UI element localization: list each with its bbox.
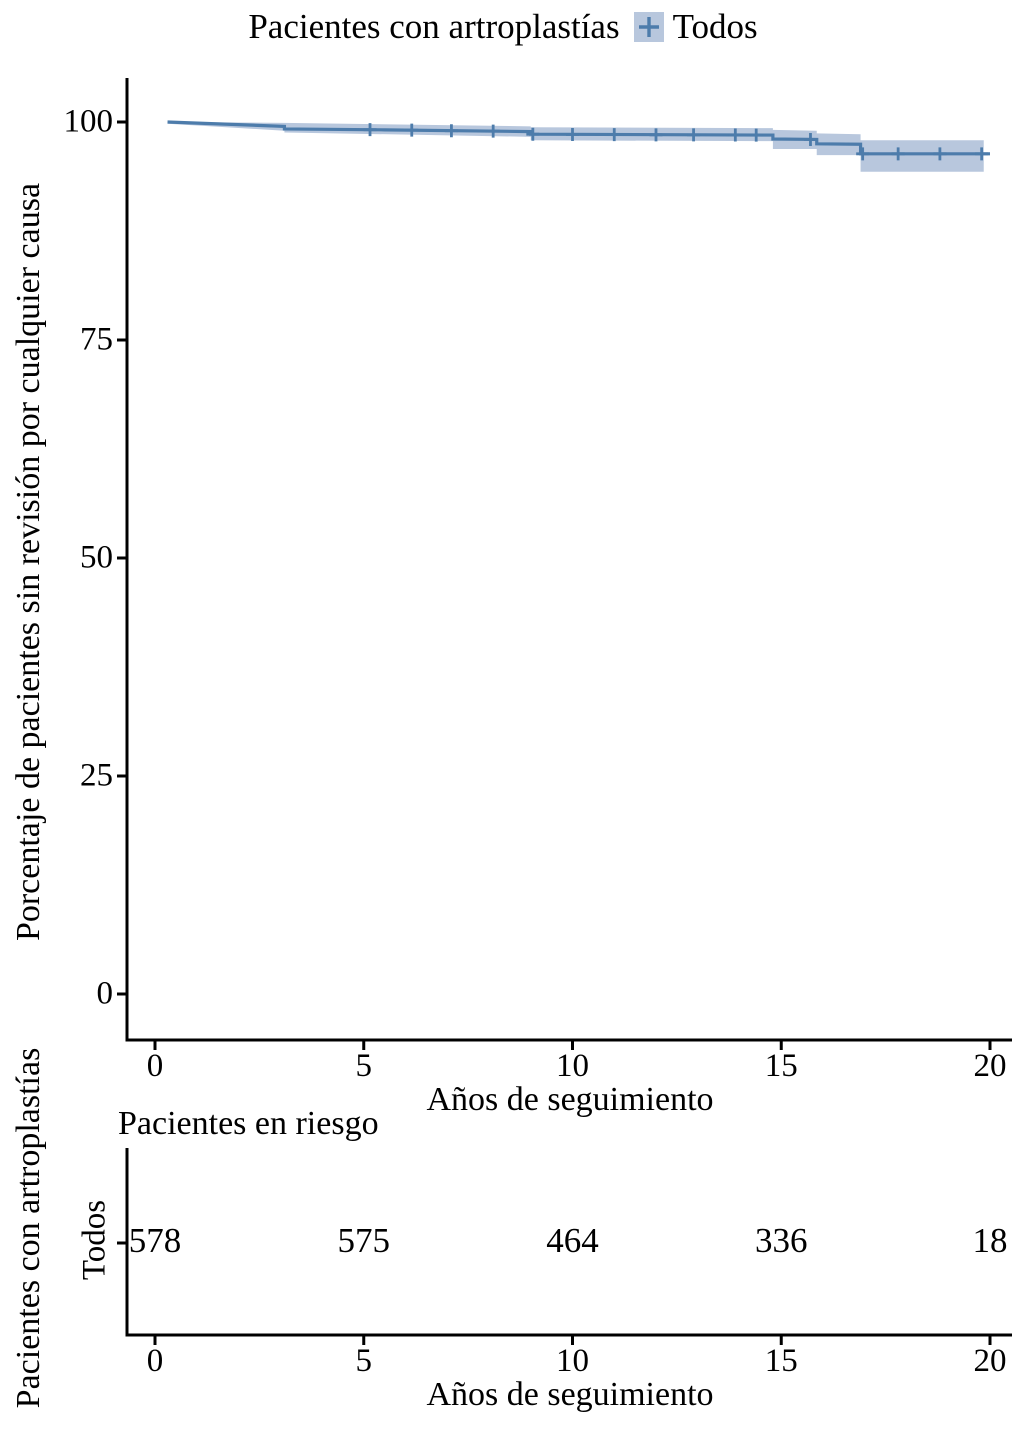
y-tick-label: 50 bbox=[80, 539, 113, 576]
risk-table-group-label: Pacientes con artroplastías bbox=[10, 1047, 47, 1409]
risk-count: 18 bbox=[972, 1221, 1008, 1260]
risk-x-tick-label: 5 bbox=[355, 1343, 372, 1379]
y-tick-label: 0 bbox=[96, 975, 113, 1012]
y-tick-label: 100 bbox=[63, 103, 113, 140]
risk-x-tick-label: 15 bbox=[764, 1343, 798, 1379]
risk-count: 578 bbox=[128, 1221, 182, 1260]
risk-x-tick-label: 10 bbox=[556, 1343, 589, 1379]
x-tick-label: 0 bbox=[146, 1048, 164, 1084]
legend-marker-icon bbox=[634, 12, 664, 42]
x-tick-label: 10 bbox=[556, 1048, 589, 1084]
risk-table-x-axis-label: Años de seguimiento bbox=[426, 1376, 714, 1413]
y-axis-label: Porcentaje de pacientes sin revisión por cualquier causa bbox=[10, 182, 47, 942]
chart-header bbox=[0, 4, 1006, 50]
legend bbox=[634, 7, 758, 47]
legend-label: Todos bbox=[672, 7, 758, 46]
chart-title: Pacientes con artroplastías bbox=[248, 7, 620, 46]
risk-table-title: Pacientes en riesgo bbox=[118, 1105, 379, 1142]
risk-count: 336 bbox=[755, 1221, 808, 1260]
y-tick-label: 75 bbox=[80, 321, 113, 358]
main-axis-ticks bbox=[117, 122, 990, 1050]
risk-count: 575 bbox=[337, 1221, 390, 1260]
x-tick-label: 15 bbox=[764, 1048, 798, 1084]
x-tick-label: 20 bbox=[973, 1048, 1007, 1084]
risk-table-row-label: Todos bbox=[76, 1199, 113, 1281]
x-tick-label: 5 bbox=[355, 1048, 372, 1084]
risk-count: 464 bbox=[546, 1221, 599, 1260]
risk-x-tick-label: 20 bbox=[973, 1343, 1007, 1379]
y-tick-label: 25 bbox=[80, 757, 113, 794]
risk-x-tick-label: 0 bbox=[146, 1343, 164, 1379]
x-axis-label: Años de seguimiento bbox=[426, 1081, 714, 1118]
